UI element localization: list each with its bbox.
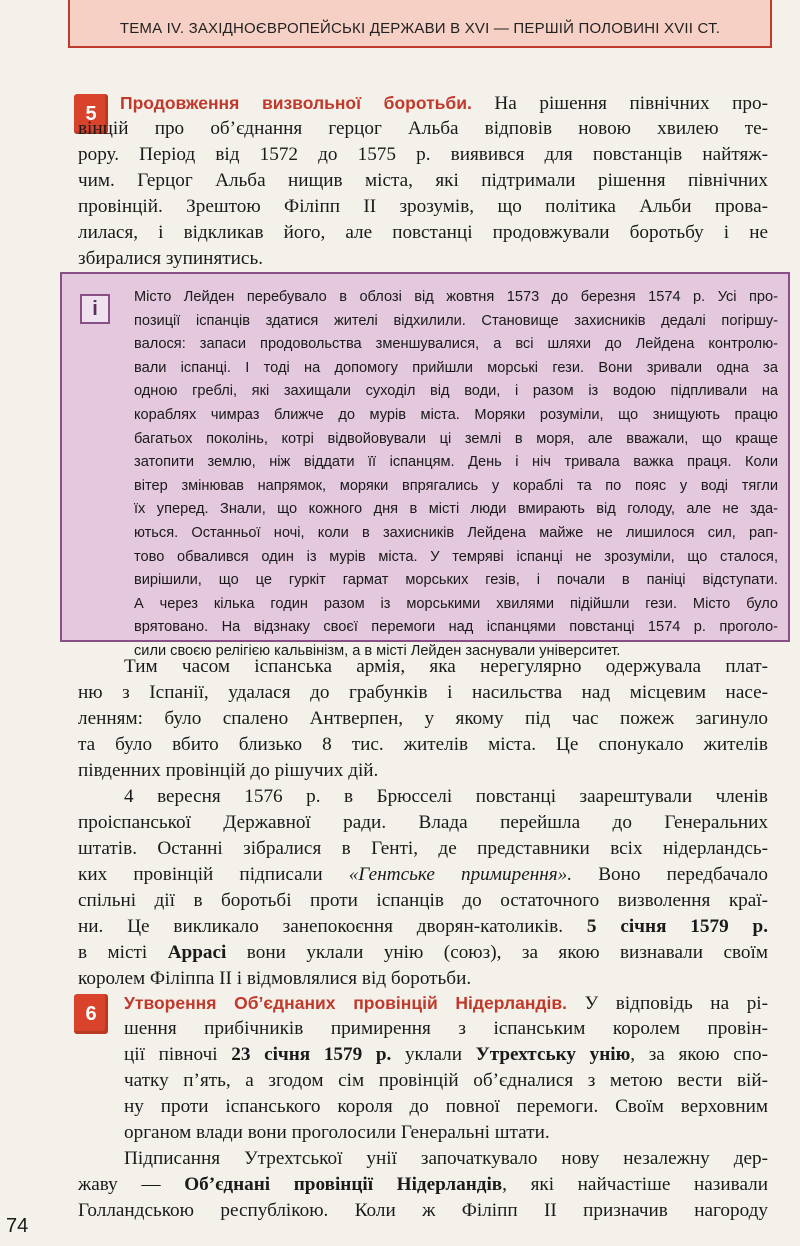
paragraph-army: ню з Іспанії, удалася до грабунків і насильства над місцевим насе- ленням: було спалено Антверпен, у якому під час пожеж загинуло та було вбито близько 8 тис. жителів міста. Це спонукало жителів південних провінцій до рішучих дій. <box>78 682 768 781</box>
section-number-5: 5 <box>74 94 108 134</box>
info-icon: i <box>80 294 110 324</box>
section-6-paragraph: Утворення Об’єднаних провінцій Нідерландів. У відповідь на рі- <box>124 993 769 1014</box>
section-5-paragraph: Продовження визвольної боротьби. На рішення північних про- <box>120 93 768 114</box>
paragraph-army-first-line: Тим часом іспанська армія, яка нерегулярно одержувала плат- <box>124 656 768 677</box>
chapter-header <box>68 0 772 48</box>
page-number: 74 <box>6 1215 29 1237</box>
paragraph-utrecht-first-line: Підписання Утрехтської унії започаткувало нову незалежну дер- <box>124 1148 768 1169</box>
date-utrecht: 23 січня 1579 р. <box>231 1044 392 1065</box>
section-number-6: 6 <box>74 994 108 1034</box>
place-arras: Аррасі <box>167 942 227 963</box>
paragraph-ghent-first-line: 4 вересня 1576 р. в Брюсселі повстанці заарештували членів <box>124 786 768 807</box>
union-of-utrecht: Утрехтську унію <box>475 1044 631 1065</box>
section-6-heading: Утворення Об’єднаних провінцій Нідерландів. <box>124 993 567 1013</box>
paragraph-ghent: проіспанської Державної ради. Влада перейшла до Генеральних штатів. Останні зібралися в Генті, де представники всіх нідерландсь- ких провінцій підписали «Гентське примирення». Воно передбачало спільні дії в боротьбі проти іспанців до остаточного визволення краї- ни. Це викликало занепокоєння дворян-католиків. 5 січня 1579 р. в місті Аррасі вони уклали унію (союз), за якою визнавали своїм королем Філіппа II і відмовлялися від боротьби. <box>78 812 769 989</box>
date-arras: 5 січня 1579 р. <box>586 916 768 937</box>
paragraph-utrecht: жаву — Об’єднані провінції Нідерландів, які найчастіше називали Голландською республікою. Коли ж Філіпп II призначив нагороду <box>78 1174 768 1221</box>
united-provinces-term: Об’єднані провінції Нідерландів <box>184 1174 503 1195</box>
chapter-title: ТЕМА IV. ЗАХІДНОЄВРОПЕЙСЬКІ ДЕРЖАВИ В XVI — ПЕРШІЙ ПОЛОВИНІ XVII СТ. <box>119 20 721 37</box>
ghent-pacification-term: «Гентське примирення». <box>348 864 573 885</box>
section-5-body: вінцій про об’єднання герцог Альба відповів новою хвилею те- рору. Період від 1572 до 1575 р. виявився для повстанців найтяж- чим. Герцог Альба нищив міста, які підтримали рішення північних провінцій. Зрештою Філіпп II зрозумів, що політика Альби прова- лилася, і відкликав його, але повстанці продовжували боротьбу і не збиралися зупинятись. <box>78 118 768 269</box>
section-6-body: шення прибічників примирення з іспанським королем провін- ції півночі 23 січня 1579 р. уклали Утрехтську унію, за якою спо- чатку п’ять, а згодом сім провінцій об’єдналися з метою вести вій- ну проти іспанського короля до повної перемоги. Своїм верховним органом влади вони проголосили Генеральні штати. <box>124 1018 768 1143</box>
info-box-leiden <box>60 272 790 659</box>
info-box-text: Місто Лейден перебувало в облозі від жовтня 1573 до березня 1574 р. Усі про- позиції іспанців здатися жителі відхилили. Становище захисників дедалі погіршу- валося: запаси продовольства зменшувалися, а всі шляхи до Лейдена контролю- вали іспанці. І тоді на допомогу прийшли морські гези. Вони зривали одна за одною греблі, які захищали суходіл від води, і разом із водою підпливали на кораблях чимраз ближче до мурів міста. Моряки розуміли, що знищують працю багатьох поколінь, котрі відвойовували ці землі в моря, але вважали, що краще затопити землю, ніж віддати її іспанцям. День і ніч тривала важка праця. Коли вітер змінював напрямок, моряки впрягались у кораблі та по пояс у воді тягли їх уперед. Знали, що кожного дня в місті люди вмирають від голоду, але не зда- ються. Останньої ночі, коли в захисників Лейдена майже не лишилося сил, рап- тово обвалився один із мурів міста. У темряві іспанці не зрозуміли, що сталося, вирішили, що це гуркіт гармат морських гезів, і почали в паніці відступати. А через кілька годин разом із морськими хвилями підійшли гези. Місто було врятовано. На відзнаку своєї перемоги над іспанцями повстанці 1574 р. проголо- сили своєю релігією кальвінізм, а в місті Лейден заснували університет. <box>134 289 778 659</box>
section-5-heading: Продовження визвольної боротьби. <box>120 93 472 113</box>
